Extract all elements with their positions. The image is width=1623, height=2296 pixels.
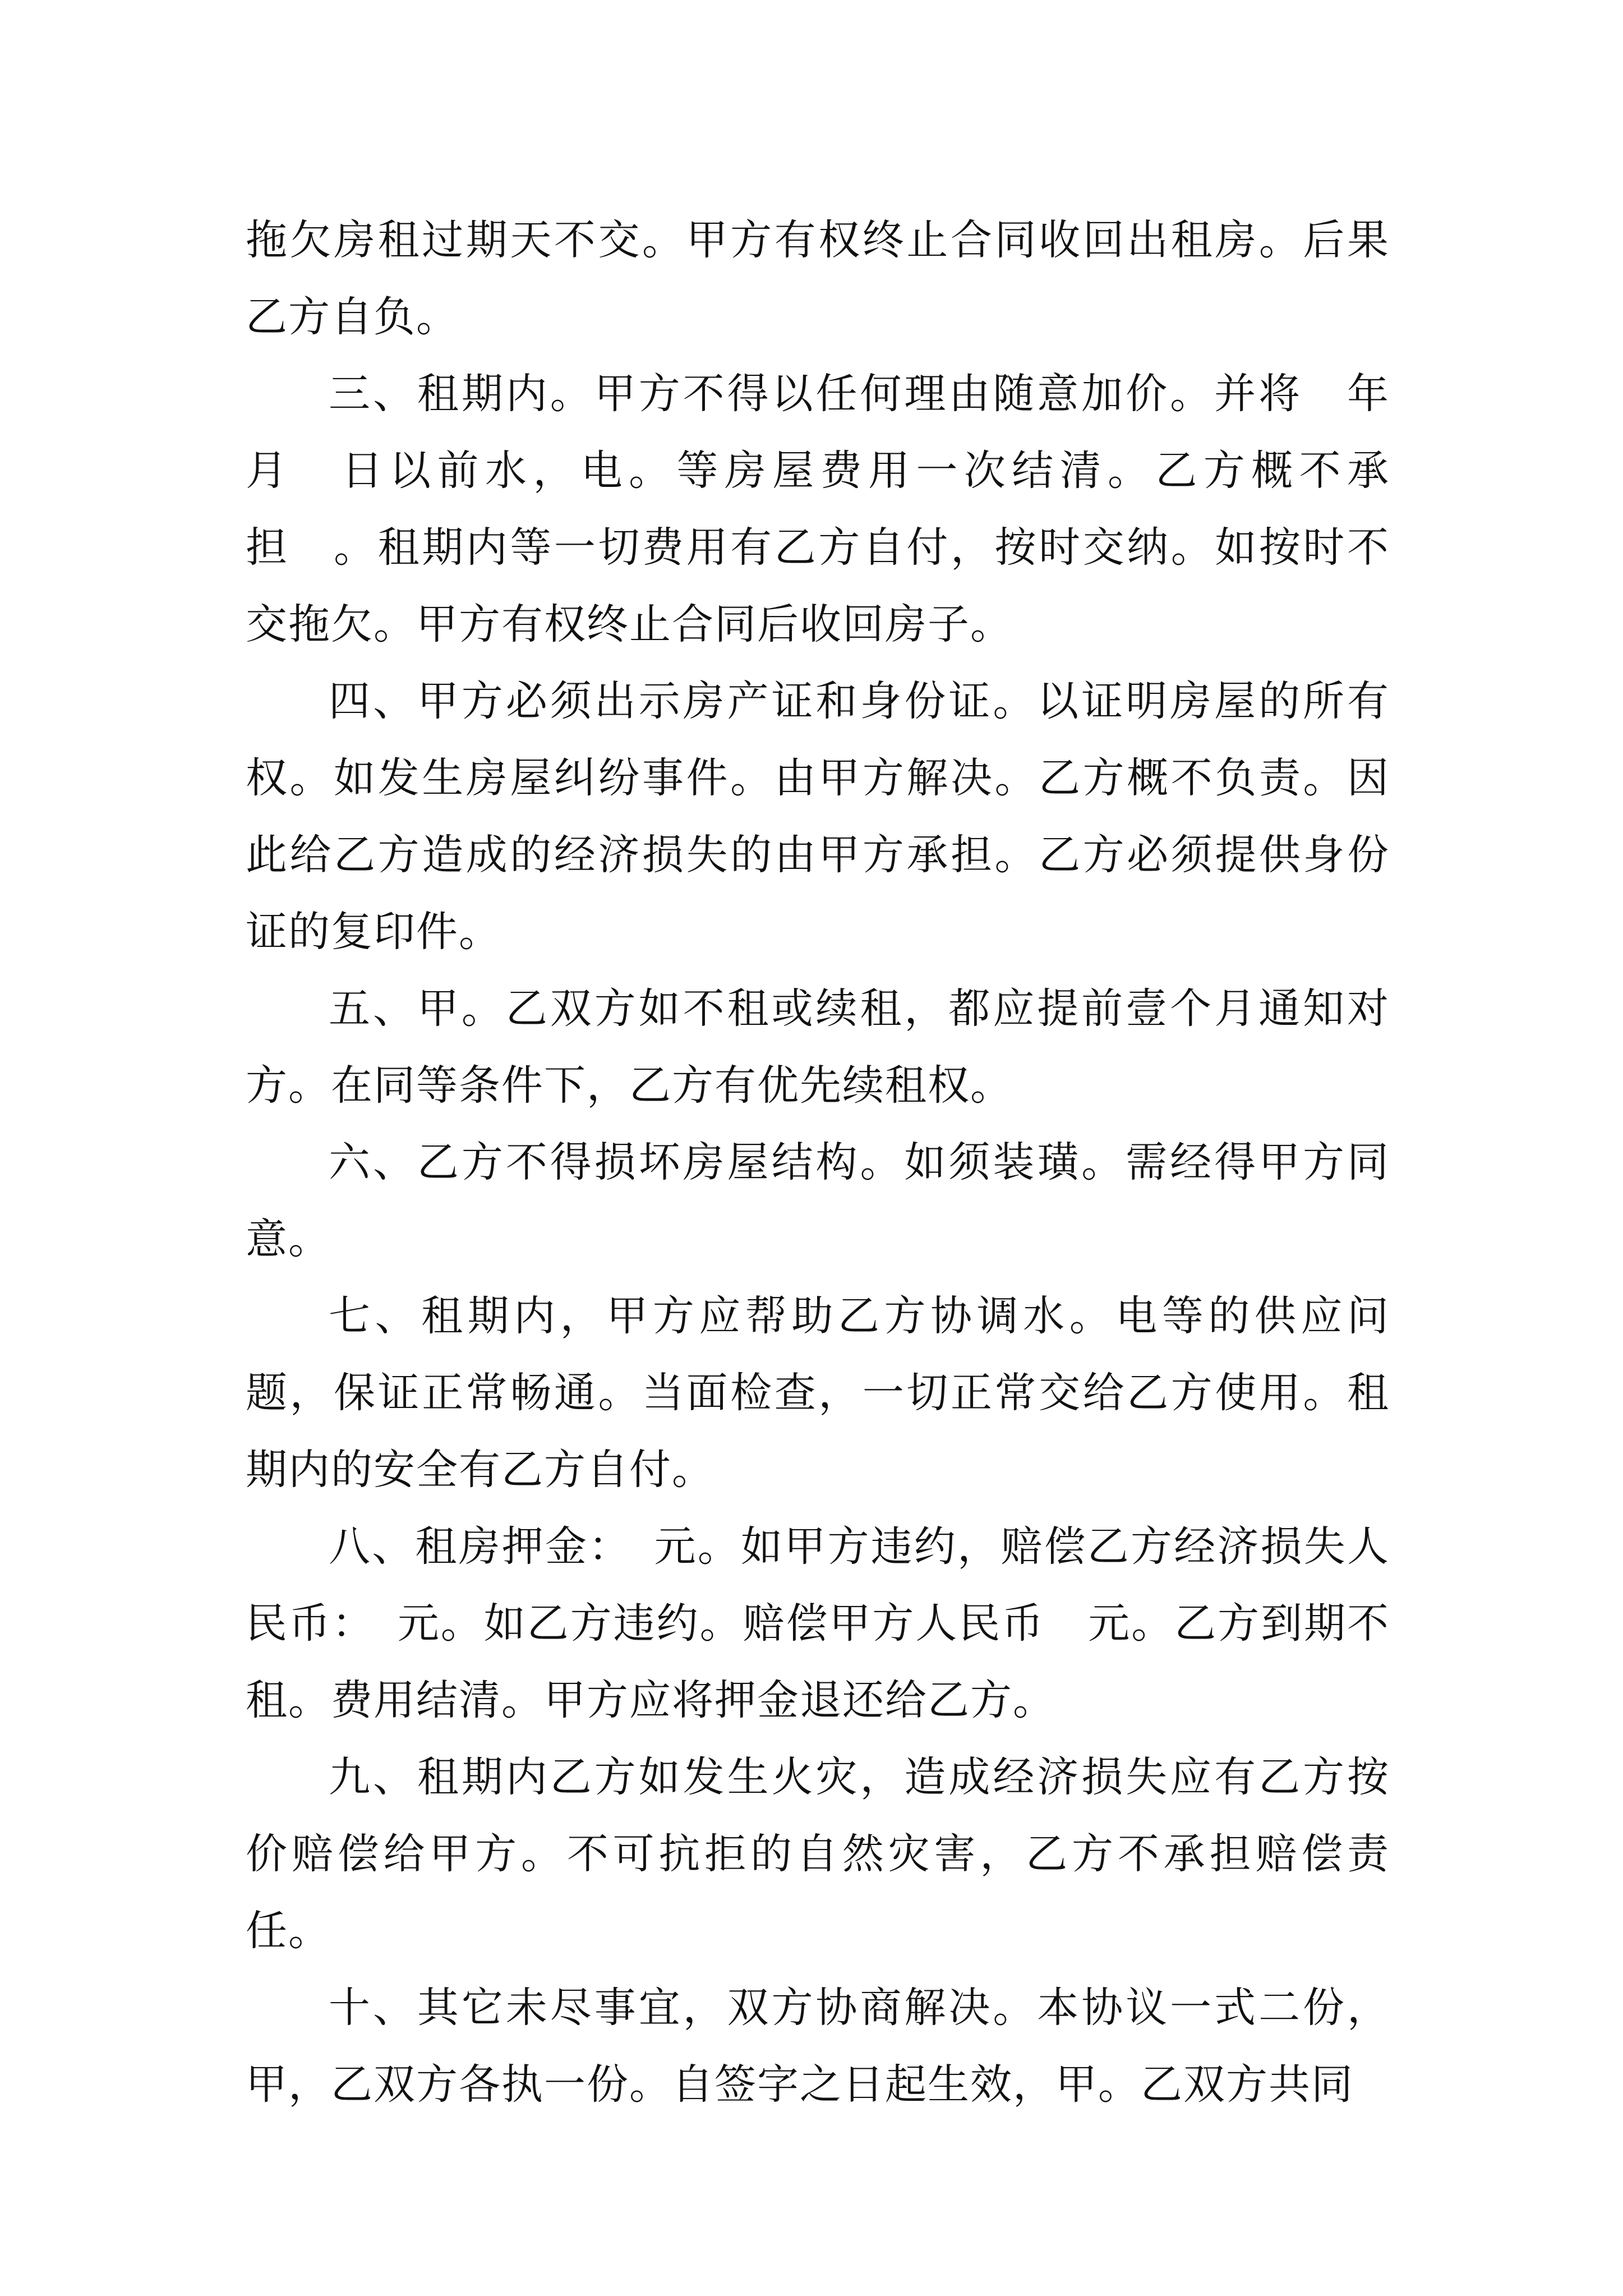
clause-5: 五、甲。乙双方如不租或续租，都应提前壹个月通知对方。在同等条件下，乙方有优先续租权。	[246, 984, 1390, 1110]
clause-10: 十、其它未尽事宜，双方协商解决。本协议一式二份，甲，乙双方各执一份。自签字之日起生效，甲。乙双方共同	[246, 1984, 1390, 2109]
clause-3: 三、租期内。甲方不得以任何理由随意加价。并将 年 月 日以前水，电。等房屋费用一次结清。乙方概不承担 。租期内等一切费用有乙方自付，按时交纳。如按时不交拖欠。甲方有权终止合同后收回房子。	[246, 370, 1432, 648]
clause-9: 九、租期内乙方如发生火灾，造成经济损失应有乙方按价赔偿给甲方。不可抗拒的自然灾害，乙方不承担赔偿责任。	[246, 1753, 1390, 1955]
document-body	[246, 202, 1432, 2123]
clause-8: 八、租房押金： 元。如甲方违约，赔偿乙方经济损失人民币： 元。如乙方违约。赔偿甲方人民币 元。乙方到期不租。费用结清。甲方应将押金退还给乙方。	[246, 1522, 1390, 1724]
clause-7: 七、租期内，甲方应帮助乙方协调水。电等的供应问题，保证正常畅通。当面检查，一切正常交给乙方使用。租期内的安全有乙方自付。	[246, 1292, 1390, 1494]
clause-6: 六、乙方不得损坏房屋结构。如须装璜。需经得甲方同意。	[246, 1138, 1390, 1263]
clause-4: 四、甲方必须出示房产证和身份证。以证明房屋的所有权。如发生房屋纠纷事件。由甲方解决。乙方概不负责。因此给乙方造成的经济损失的由甲方承担。乙方必须提供身份证的复印件。	[246, 677, 1390, 956]
paragraph-continuation: 拖欠房租过期天不交。甲方有权终止合同收回出租房。后果乙方自负。	[246, 216, 1390, 341]
